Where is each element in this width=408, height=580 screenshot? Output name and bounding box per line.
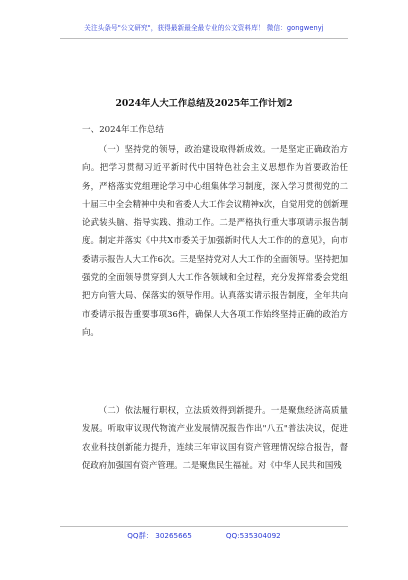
section-heading: 一、2024年工作总结 bbox=[82, 125, 165, 135]
footer-divider bbox=[60, 526, 348, 527]
footer-qq-group: QQ群： 30265665 bbox=[127, 531, 192, 540]
paragraph-political-building: （一）坚持党的领导，政治建设取得新成效。一是坚定正确政治方向。把学习贯彻习近平新时代中国特色社会主义思想作为首要政治任务，严格落实党组理论学习中心组集体学习制度，深入学习贯彻党的二十届三中全会精神中央和省委人大工作会议精神x次，自觉用党的创新理论武装头脑、指导实践、推动工作。二是严格执行重大事项请示报告制度。制定并落实《中共X市委关于加强新时代人大工作的的意见》，向市委请示报告人大工作6次。三是坚持党对人大工作的全面领导。坚持把加强党的全面领导贯穿到人大工作各领域和全过程，充分发挥常委会党组把方向管大局、保落实的领导作用。认真落实请示报告制度，全年共向市委请示报告重要事项36件，确保人大各项工作始终坚持正确的政治方向。 bbox=[82, 144, 348, 337]
header-banner: 关注头条号"公文研究"，获得最新最全最专业的公文资料库！ 微信：gongwenyj bbox=[84, 24, 324, 32]
header-divider bbox=[60, 38, 348, 39]
paragraph-legislation: （二）依法履行职权，立法质效得到新提升。一是聚焦经济高质量发展。听取审议现代物流产业发展情况报告作出"八五"普法决议，促进农业科技创新能力提升，连续三年审议国有资产管理情况综合报告，督促政府加强国有资产管理。二是聚焦民生福祉。对《中华人民共和国残 bbox=[82, 405, 348, 470]
footer-qq-contact: QQ:535304092 bbox=[225, 531, 281, 540]
document-title: 2024年人大工作总结及2025年工作计划2 bbox=[115, 98, 293, 109]
footer bbox=[0, 531, 408, 541]
